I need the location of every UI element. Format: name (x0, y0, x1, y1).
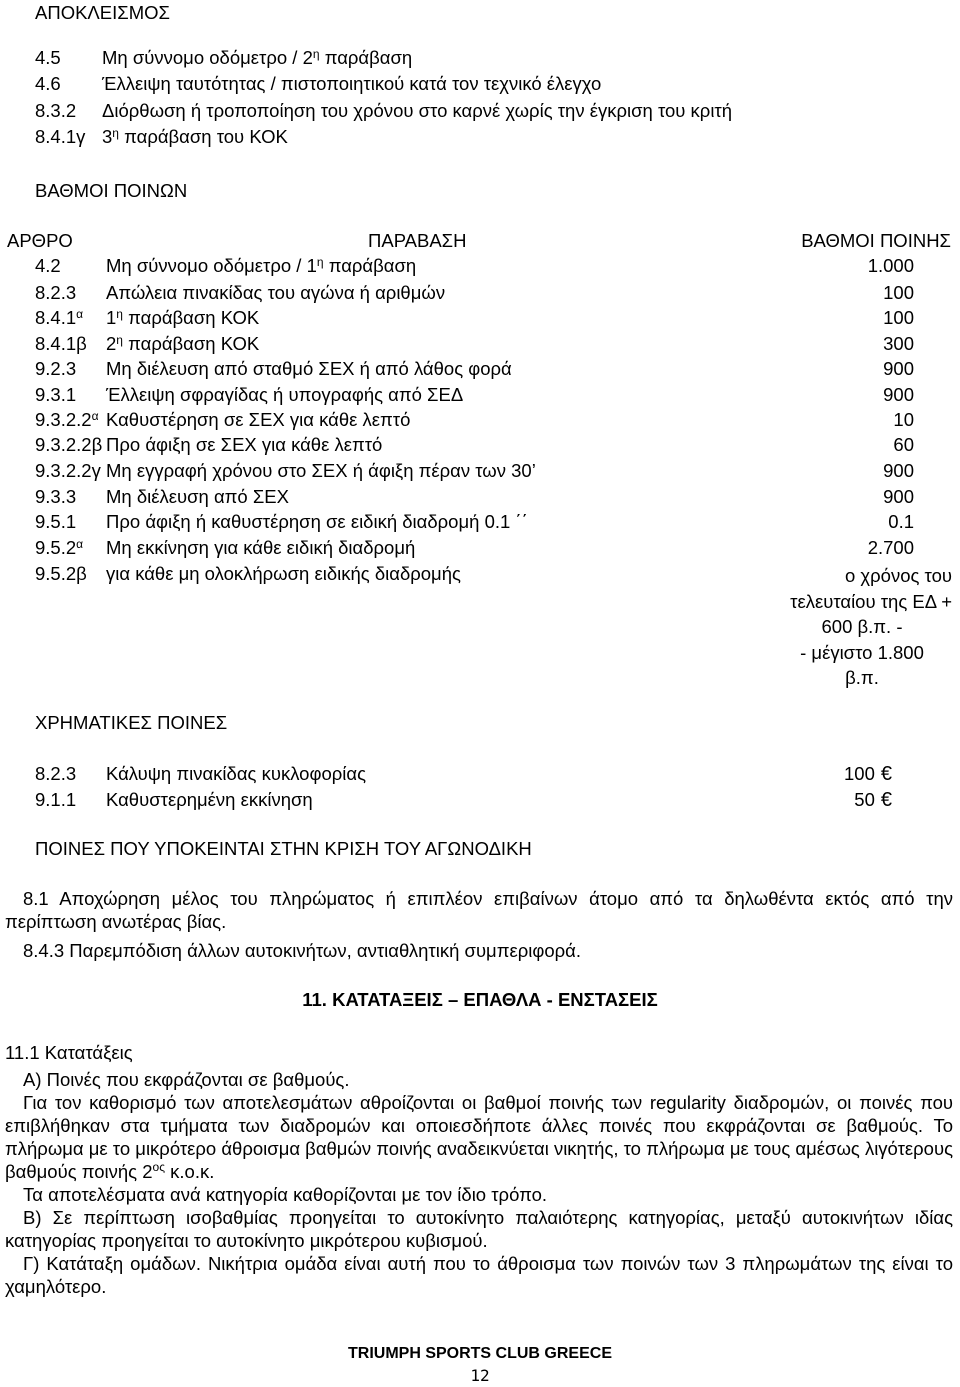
text: 1 (106, 307, 117, 328)
code-superscript: α (91, 409, 99, 423)
text: Για τον καθορισμό των αποτελεσμάτων αθροίζονται οι βαθμοί ποινής των regularity διαδρομών, οι ποινές που επιβλήθηκαν στα τμήματα των διαδρομών και οποιεσδήποτε άλλες ποινές που εκφράζονται σε βαθμούς. Το πλήρωμα με το μικρότερο άθροισμα βαθμών ποινής αναδεικνύεται νικητής, το πλήρωμα με τους αμέσως λιγότερους βαθμούς ποινής 2 (5, 1092, 953, 1182)
item-code: 8.4.1γ (35, 126, 86, 147)
amount: 50 (854, 789, 875, 810)
violation-text (106, 511, 528, 533)
code-superscript: α (76, 537, 84, 551)
text: Έλλειψη ταυτότητας / πιστοποιητικού κατά τον τεχνικό έλεγχο (102, 73, 602, 94)
penalty-points: 900 (883, 486, 914, 507)
article-code (35, 511, 76, 533)
footer-club-name: TRIUMPH SPORTS CLUB GREECE (347, 1345, 612, 1362)
points-line: - μέγιστο 1.800 (800, 641, 924, 663)
violation-text (106, 409, 410, 431)
code-text: 9.3.2.2 (35, 409, 92, 430)
code-text: 4.2 (35, 255, 61, 276)
text: για κάθε μη ολοκλήρωση ειδικής διαδρομής (106, 563, 461, 584)
fine-text: Κάλυψη πινακίδας κυκλοφορίας (106, 763, 366, 784)
code-text: 9.3.2.2β (35, 434, 103, 455)
article-code (35, 486, 76, 508)
article-code (35, 255, 61, 277)
subsection-title: 11.1 Κατατάξεις (5, 1042, 133, 1063)
euro-icon: € (880, 789, 892, 811)
text: Μη διέλευση από ΣΕΧ (106, 486, 289, 507)
section-title-exclusion: ΑΠΟΚΛΕΙΣΜΟΣ (35, 2, 170, 23)
text: Μη σύννομο οδόμετρο / 1 (106, 255, 317, 276)
text: Μη διέλευση από σταθμό ΣΕΧ ή από λάθος φορά (106, 358, 512, 379)
text: 3 (102, 126, 113, 147)
penalty-points: 10 (893, 409, 914, 430)
points-line: τελευταίου της ΕΔ + (790, 590, 952, 612)
article-code (35, 537, 83, 559)
chapter-title: 11. ΚΑΤΑΤΑΞΕΙΣ – ΕΠΑΘΛΑ - ΕΝΣΤΑΣΕΙΣ (302, 989, 658, 1010)
text: παράβαση του ΚΟΚ (118, 126, 288, 147)
fine-amount (854, 789, 892, 811)
text: παράβαση ΚΟΚ (122, 333, 260, 354)
text: 2 (106, 333, 117, 354)
points-line: 600 β.π. - (821, 616, 903, 637)
section-title-steward: ΠΟΙΝΕΣ ΠΟΥ ΥΠΟΚΕΙΝΤΑΙ ΣΤΗΝ ΚΡΙΣΗ ΤΟΥ ΑΓΩΝΟΔΙΚΗ (35, 838, 532, 859)
code-text: 8.4.1 (35, 307, 77, 328)
exclusion-item (35, 100, 732, 122)
article-code (35, 409, 99, 431)
code-superscript: α (76, 307, 84, 321)
text: κ.ο.κ. (165, 1161, 215, 1182)
violation-text (106, 434, 382, 456)
penalty-points: 100 (883, 307, 914, 328)
penalty-points-multiline (772, 563, 952, 691)
violation-text (106, 358, 512, 380)
fine-amount (844, 763, 892, 785)
penalty-points: 60 (893, 434, 914, 455)
article-code (35, 563, 87, 585)
paragraph-b (5, 1091, 953, 1183)
violation-text (106, 460, 536, 482)
penalty-points: 0.1 (888, 511, 914, 532)
text: Καθυστέρηση σε ΣΕΧ για κάθε λεπτό (106, 409, 411, 430)
article-code (35, 384, 76, 406)
paragraph-c: Τα αποτελέσματα ανά κατηγορία καθορίζονται με τον ίδιο τρόπο. (23, 1184, 548, 1205)
superscript: η (112, 126, 119, 140)
text: Προ άφιξη ή καθυστέρηση σε ειδική διαδρομή 0.1 ΄΄ (106, 511, 528, 532)
exclusion-item (35, 126, 288, 148)
superscript: η (116, 333, 123, 347)
violation-text (106, 307, 259, 329)
penalty-points: 2.700 (867, 537, 914, 558)
penalty-points: 900 (883, 384, 914, 405)
text: Απώλεια πινακίδας του αγώνα ή αριθμών (106, 282, 446, 303)
exclusion-item (35, 47, 412, 69)
paragraph-a: Α) Ποινές που εκφράζονται σε βαθμούς. (23, 1069, 350, 1090)
points-line: β.π. (845, 667, 879, 688)
code-text: 9.5.1 (35, 511, 77, 532)
text: Μη εκκίνηση για κάθε ειδική διαδρομή (106, 537, 416, 558)
euro-icon: € (880, 763, 892, 785)
article-code (35, 307, 83, 329)
violation-text (106, 384, 463, 406)
item-code: 4.6 (35, 73, 61, 94)
code-text: 9.3.1 (35, 384, 77, 405)
exclusion-item (35, 73, 601, 95)
item-code: 4.5 (35, 47, 61, 68)
article-code (35, 460, 101, 482)
code-text: 9.2.3 (35, 358, 77, 379)
item-code: 8.3.2 (35, 100, 77, 121)
fine-code: 9.1.1 (35, 789, 77, 810)
ranking-text (5, 1068, 953, 1298)
section-title-fines: ΧΡΗΜΑΤΙΚΕΣ ΠΟΙΝΕΣ (35, 712, 228, 733)
code-text: 9.3.2.2γ (35, 460, 101, 481)
header-article: ΑΡΘΡΟ (7, 230, 73, 251)
violation-text (106, 537, 415, 559)
paragraph-text: 8.1 Αποχώρηση μέλος του πληρώματος ή επιπλέον επιβαίνων άτομο από τα δηλωθέντα εκτός από την περίπτωση ανωτέρας βίας. (5, 888, 953, 932)
violation-text (106, 486, 289, 508)
text: Μη σύννομο οδόμετρο / 2 (102, 47, 313, 68)
code-text: 8.2.3 (35, 282, 77, 303)
steward-paragraph-2: 8.4.3 Παρεμπόδιση άλλων αυτοκινήτων, αντιαθλητική συμπεριφορά. (23, 940, 582, 961)
code-text: 9.5.2β (35, 563, 87, 584)
superscript: η (116, 307, 123, 321)
violation-text (106, 563, 461, 585)
paragraph-d: Β) Σε περίπτωση ισοβαθμίας προηγείται το αυτοκίνητο παλαιότερης κατηγορίας, μεταξύ αυτοκινήτων ιδίας κατηγορίας προηγείται το αυτοκίνητο μικρότερου κυβισμού. (5, 1207, 953, 1251)
article-code (35, 282, 76, 304)
article-code (35, 358, 76, 380)
article-code (35, 434, 102, 456)
paragraph-e: Γ) Κατάταξη ομάδων. Νικήτρια ομάδα είναι αυτή που το άθροισμα των ποινών των 3 πληρωμάτων της είναι το χαμηλότερο. (5, 1253, 953, 1297)
penalty-points: 900 (883, 460, 914, 481)
fine-code: 8.2.3 (35, 763, 77, 784)
amount: 100 (844, 763, 875, 784)
penalty-points: 300 (883, 333, 914, 354)
header-violation: ΠΑΡΑΒΑΣΗ (368, 230, 467, 251)
code-text: 9.3.3 (35, 486, 77, 507)
points-line: ο χρόνος του (845, 565, 952, 586)
superscript: ος (152, 1160, 165, 1174)
article-code (35, 333, 87, 355)
penalty-points: 900 (883, 358, 914, 379)
penalty-points: 100 (883, 282, 914, 303)
page-number: 12 (470, 1366, 490, 1385)
section-title-penalty-points: ΒΑΘΜΟΙ ΠΟΙΝΩΝ (35, 180, 188, 201)
superscript: η (312, 47, 320, 61)
text: παράβαση (319, 47, 413, 68)
text: Προ άφιξη σε ΣΕΧ για κάθε λεπτό (106, 434, 383, 455)
fine-text: Καθυστερημένη εκκίνηση (106, 789, 313, 810)
text: παράβαση ΚΟΚ (122, 307, 260, 328)
penalty-points: 1.000 (867, 255, 914, 276)
superscript: η (316, 255, 324, 269)
violation-text (106, 255, 416, 277)
text: παράβαση (323, 255, 417, 276)
code-text: 9.5.2 (35, 537, 77, 558)
text: Έλλειψη σφραγίδας ή υπογραφής από ΣΕΔ (106, 384, 464, 405)
text: Μη εγγραφή χρόνου στο ΣΕΧ ή άφιξη πέραν των 30’ (106, 460, 536, 481)
steward-paragraph-1 (5, 887, 953, 933)
code-text: 8.4.1β (35, 333, 87, 354)
header-points: ΒΑΘΜΟΙ ΠΟΙΝΗΣ (801, 230, 951, 251)
violation-text (106, 333, 259, 355)
violation-text (106, 282, 445, 304)
text: Διόρθωση ή τροποποίηση του χρόνου στο καρνέ χωρίς την έγκριση του κριτή (102, 100, 733, 121)
